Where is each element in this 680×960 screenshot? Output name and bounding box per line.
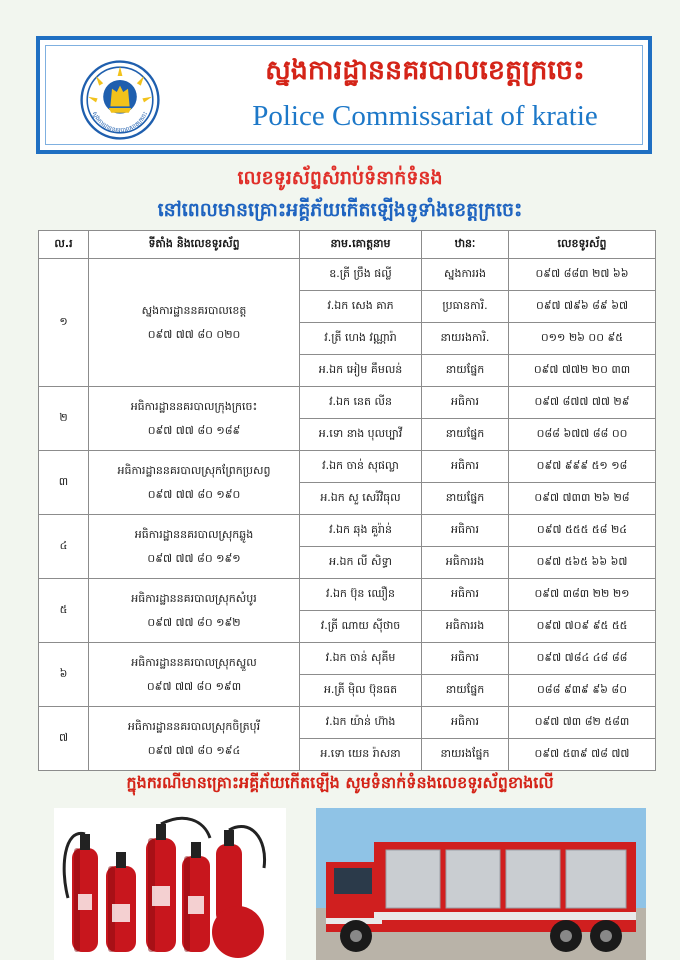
header-title-khmer: ស្នងការដ្ឋាននគរបាលខេត្តក្រចេះ (265, 55, 585, 86)
unit-name: អធិការដ្ឋាននគរបាលស្រុកឆ្លូង (134, 528, 254, 542)
person-name: អ.ឯក សួ សេរីវិធុល (300, 483, 422, 515)
person-position: អធិការរង (422, 611, 509, 643)
unit-phone: ០៩៧ ៧៧ ៨០ ១៩២ (147, 615, 241, 629)
unit-cell (89, 387, 300, 451)
person-position: នាយរងផ្នែក (422, 739, 509, 771)
row-number: ៧ (39, 707, 89, 771)
unit-cell (89, 259, 300, 387)
unit-name: អធិការដ្ឋាននគរបាលស្រុកសំបូរ (131, 592, 257, 606)
person-phone: ០៩៧ ៧៩៦ ៨៩ ៦៧ (509, 291, 656, 323)
unit-cell (89, 707, 300, 771)
person-name: វ.ឯក នេត លីន (300, 387, 422, 419)
person-position: ប្រធានការិ. (422, 291, 509, 323)
header-title-english: Police Commissariat of kratie (252, 100, 598, 132)
contacts-table (38, 230, 656, 771)
person-name: វ.ត្រី ណាយ ស៊ីថាច (300, 611, 422, 643)
table-row (39, 451, 656, 483)
unit-phone: ០៩៧ ៧៧ ៨០ ១៩៤ (147, 743, 241, 757)
row-number: ៣ (39, 451, 89, 515)
person-phone: ០៩៧ ៨៧៧ ៧៧ ២៩ (509, 387, 656, 419)
table-row (39, 259, 656, 291)
person-phone: ០៩៧ ៧៣៣ ២៦ ២៨ (509, 483, 656, 515)
unit-phone: ០៩៧ ៧៧ ៨០ ១៨៩ (147, 423, 241, 437)
person-name: អ.ទោ នាង បុលប្បាវី (300, 419, 422, 451)
person-position: នាយផ្នែក (422, 419, 509, 451)
row-number: ៤ (39, 515, 89, 579)
unit-name: អធិការដ្ឋាននគរបាលស្រុកចិត្របុរី (127, 720, 261, 734)
person-phone: ០៨៨ ៩៣៩ ៩៦ ៨០ (509, 675, 656, 707)
person-position: អធិការ (422, 643, 509, 675)
person-phone: ០៩៧ ៥៣៩ ៧៨ ៧៧ (509, 739, 656, 771)
footer-note: ក្នុងករណីមានគ្រោះអគ្គីភ័យកើតឡើង សូមទំនាក់ទំនងលេខទូរស័ព្ទខាងលើ (126, 773, 554, 792)
header-no: ល.រ (39, 231, 89, 259)
table-row (39, 643, 656, 675)
row-number: ៥ (39, 579, 89, 643)
unit-name: ស្នងការដ្ឋាននគរបាលខេត្ត (141, 304, 247, 318)
person-position: ស្នងការរង (422, 259, 509, 291)
person-phone: ០៩៧ ៧៣ ៨២ ៥៨៣ (509, 707, 656, 739)
contact-title-line2: នៅពេលមានគ្រោះអគ្គីភ័យកើតឡើងទូទាំងខេត្តក្រចេះ (157, 199, 523, 221)
person-position: អធិការ (422, 515, 509, 547)
unit-phone: ០៩៧ ៧៧ ៨០ ១៩៣ (146, 679, 242, 693)
person-phone: ០១១ ២៦ ០០ ៩៥ (509, 323, 656, 355)
person-position: នាយរងការិ. (422, 323, 509, 355)
header-location: ទីតាំង និងលេខទូរស័ព្ទ (89, 231, 300, 259)
person-phone: ០៩៧ ៥៥៥ ៥៨ ២៤ (509, 515, 656, 547)
person-name: អ.ទោ យេន រ៉ាសនា (300, 739, 422, 771)
unit-name: អធិការដ្ឋាននគរបាលស្រុកព្រែកប្រសព្វ (117, 464, 271, 478)
person-position: អធិការរង (422, 547, 509, 579)
contact-title-line1: លេខទូរស័ព្ទសំរាប់ទំនាក់ទំនង (237, 167, 443, 189)
person-name: ឧ.ត្រី ច្រឹង ផល្លី (300, 259, 422, 291)
fire-truck-photo (316, 808, 646, 960)
header-position: ឋានៈ (422, 231, 509, 259)
person-phone: ០៩៧ ៥៦៥ ៦៦ ៦៧ (509, 547, 656, 579)
unit-name: អធិការដ្ឋាននគរបាលក្រុងក្រចេះ (130, 400, 258, 414)
header-name: នាម.គោត្តនាម (300, 231, 422, 259)
person-name: អ.ត្រី ម៉ិល ប៊ុនធត (300, 675, 422, 707)
person-name: វ.ឯក យ៉ាន់ ហ៊ាង (300, 707, 422, 739)
unit-cell (89, 515, 300, 579)
unit-name: អធិការដ្ឋាននគរបាលស្រុកស្នួល (131, 656, 257, 670)
person-position: អធិការ (422, 707, 509, 739)
person-position: នាយផ្នែក (422, 355, 509, 387)
row-number: ២ (39, 387, 89, 451)
fire-truck-icon (316, 808, 646, 960)
row-number: ១ (39, 259, 89, 387)
unit-cell (89, 643, 300, 707)
person-phone: ០៩៧ ៧៨៤ ៤៨ ៨៨ (509, 643, 656, 675)
header-phone: លេខទូរស័ព្ទ (509, 231, 656, 259)
person-position: នាយផ្នែក (422, 483, 509, 515)
person-position: អធិការ (422, 387, 509, 419)
person-position: នាយផ្នែក (422, 675, 509, 707)
logo-text: ស្នងការដ្ឋាននគរបាលខេត្តក្រចេះ (90, 110, 150, 135)
person-name: វ.ឯក ប៊ុន ឈឿន (300, 579, 422, 611)
person-phone: ០៩៧ ៣៨៣ ២២ ២១ (509, 579, 656, 611)
police-logo-icon (80, 60, 160, 140)
table-row (39, 579, 656, 611)
person-position: អធិការ (422, 451, 509, 483)
person-position: អធិការ (422, 579, 509, 611)
table-row (39, 515, 656, 547)
unit-cell (89, 451, 300, 515)
table-header-row (39, 231, 656, 259)
unit-phone: ០៩៧ ៧៧ ៨០ ០២០ (147, 327, 241, 341)
fire-extinguishers-photo (54, 808, 286, 960)
table-row (39, 387, 656, 419)
row-number: ៦ (39, 643, 89, 707)
person-name: វ.ឯក ចាន់ សុគីម (300, 643, 422, 675)
person-phone: ០៩៧ ៨៨៣ ២៧ ៦៦ (509, 259, 656, 291)
unit-phone: ០៩៧ ៧៧ ៨០ ១៩១ (147, 551, 241, 565)
unit-cell (89, 579, 300, 643)
table-row (39, 707, 656, 739)
person-phone: ០៩៧ ៧៧២ ២០ ៣៣ (509, 355, 656, 387)
person-name: អ.ឯក លី សិទ្ធា (300, 547, 422, 579)
person-name: វ.ឯក សេង គាភ (300, 291, 422, 323)
fire-extinguisher-icon (54, 808, 286, 960)
person-phone: ០៩៧ ៩៩៩ ៥១ ១៨ (509, 451, 656, 483)
person-phone: ០៩៧ ៧០៩ ៩៥ ៥៥ (509, 611, 656, 643)
person-name: វ.ត្រី ហេង វណ្ណារ៉ា (300, 323, 422, 355)
person-phone: ០៨៨ ៦៧៧ ៨៨ ០០ (509, 419, 656, 451)
unit-phone: ០៩៧ ៧៧ ៨០ ១៩០ (147, 487, 241, 501)
person-name: អ.ឯក អៀម គឹមលន់ (300, 355, 422, 387)
header-banner (36, 36, 652, 154)
person-name: វ.ឯក ឆុង គួរ៉ាន់ (300, 515, 422, 547)
person-name: វ.ឯក ចាន់ សុផល្លា (300, 451, 422, 483)
